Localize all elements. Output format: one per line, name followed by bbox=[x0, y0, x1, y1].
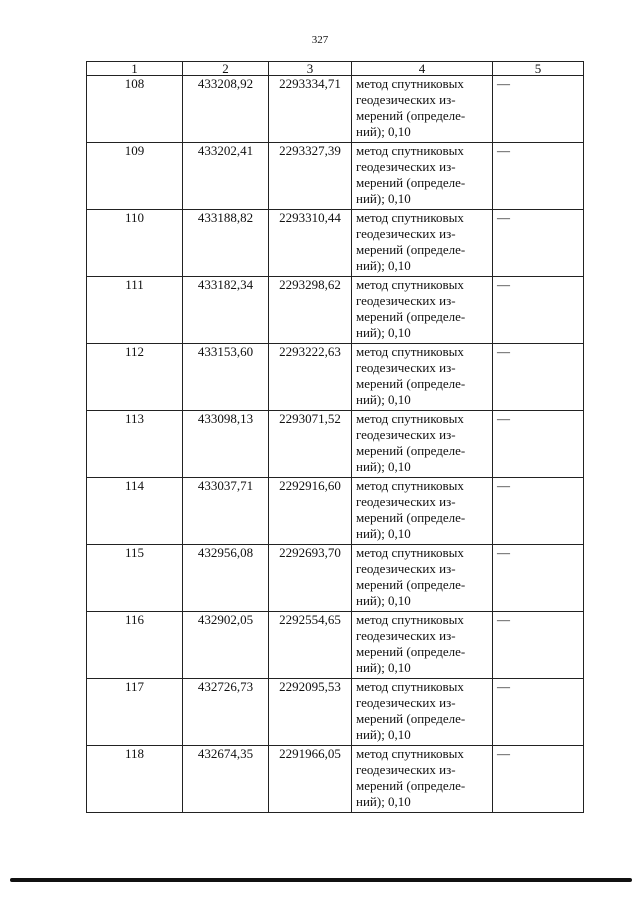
method-line: метод спутниковых bbox=[356, 545, 464, 560]
method-cell bbox=[352, 746, 493, 813]
x-coordinate-cell: 432674,35 bbox=[183, 746, 269, 813]
method-line: метод спутниковых bbox=[356, 344, 464, 359]
note-cell: — bbox=[493, 344, 584, 411]
method-line: мерений (определе- bbox=[356, 309, 466, 324]
column-header: 3 bbox=[269, 62, 352, 76]
method-cell bbox=[352, 76, 493, 143]
method-line: ний); 0,10 bbox=[356, 593, 411, 608]
method-line: ний); 0,10 bbox=[356, 124, 411, 139]
method-line: метод спутниковых bbox=[356, 411, 464, 426]
method-line: геодезических из- bbox=[356, 628, 456, 643]
y-coordinate-cell: 2292693,70 bbox=[269, 545, 352, 612]
x-coordinate-cell: 432726,73 bbox=[183, 679, 269, 746]
table-row bbox=[87, 478, 584, 545]
method-line: геодезических из- bbox=[356, 494, 456, 509]
y-coordinate-cell: 2292554,65 bbox=[269, 612, 352, 679]
method-line: ний); 0,10 bbox=[356, 392, 411, 407]
method-line: ний); 0,10 bbox=[356, 325, 411, 340]
x-coordinate-cell: 432902,05 bbox=[183, 612, 269, 679]
method-line: ний); 0,10 bbox=[356, 526, 411, 541]
method-line: геодезических из- bbox=[356, 293, 456, 308]
method-cell bbox=[352, 277, 493, 344]
x-coordinate-cell: 433188,82 bbox=[183, 210, 269, 277]
method-line: метод спутниковых bbox=[356, 143, 464, 158]
y-coordinate-cell: 2293310,44 bbox=[269, 210, 352, 277]
point-number-cell: 114 bbox=[87, 478, 183, 545]
page-number: 327 bbox=[311, 34, 329, 46]
point-number-cell: 110 bbox=[87, 210, 183, 277]
table-row bbox=[87, 143, 584, 210]
method-line: мерений (определе- bbox=[356, 644, 466, 659]
column-header: 1 bbox=[87, 62, 183, 76]
point-number-cell: 108 bbox=[87, 76, 183, 143]
y-coordinate-cell: 2293071,52 bbox=[269, 411, 352, 478]
x-coordinate-cell: 433182,34 bbox=[183, 277, 269, 344]
method-line: геодезических из- bbox=[356, 427, 456, 442]
method-line: метод спутниковых bbox=[356, 210, 464, 225]
note-cell: — bbox=[493, 411, 584, 478]
method-cell bbox=[352, 411, 493, 478]
method-line: геодезических из- bbox=[356, 762, 456, 777]
method-line: метод спутниковых bbox=[356, 679, 464, 694]
point-number-cell: 115 bbox=[87, 545, 183, 612]
method-cell bbox=[352, 679, 493, 746]
y-coordinate-cell: 2291966,05 bbox=[269, 746, 352, 813]
method-line: мерений (определе- bbox=[356, 510, 466, 525]
method-cell bbox=[352, 210, 493, 277]
method-line: метод спутниковых bbox=[356, 612, 464, 627]
table-row bbox=[87, 545, 584, 612]
column-header: 5 bbox=[493, 62, 584, 76]
method-line: метод спутниковых bbox=[356, 277, 464, 292]
table-body bbox=[87, 76, 584, 813]
method-line: геодезических из- bbox=[356, 561, 456, 576]
point-number-cell: 118 bbox=[87, 746, 183, 813]
y-coordinate-cell: 2293298,62 bbox=[269, 277, 352, 344]
point-number-cell: 109 bbox=[87, 143, 183, 210]
method-line: мерений (определе- bbox=[356, 242, 466, 257]
note-cell: — bbox=[493, 545, 584, 612]
note-cell: — bbox=[493, 143, 584, 210]
method-line: геодезических из- bbox=[356, 159, 456, 174]
note-cell: — bbox=[493, 612, 584, 679]
point-number-cell: 116 bbox=[87, 612, 183, 679]
table-row bbox=[87, 746, 584, 813]
note-cell: — bbox=[493, 746, 584, 813]
x-coordinate-cell: 432956,08 bbox=[183, 545, 269, 612]
method-line: мерений (определе- bbox=[356, 577, 466, 592]
table-row bbox=[87, 277, 584, 344]
point-number-cell: 112 bbox=[87, 344, 183, 411]
x-coordinate-cell: 433208,92 bbox=[183, 76, 269, 143]
x-coordinate-cell: 433202,41 bbox=[183, 143, 269, 210]
method-line: ний); 0,10 bbox=[356, 660, 411, 675]
table-row bbox=[87, 76, 584, 143]
method-line: метод спутниковых bbox=[356, 478, 464, 493]
y-coordinate-cell: 2293327,39 bbox=[269, 143, 352, 210]
table-row bbox=[87, 679, 584, 746]
method-line: геодезических из- bbox=[356, 92, 456, 107]
method-line: мерений (определе- bbox=[356, 175, 466, 190]
y-coordinate-cell: 2293222,63 bbox=[269, 344, 352, 411]
x-coordinate-cell: 433037,71 bbox=[183, 478, 269, 545]
method-line: ний); 0,10 bbox=[356, 258, 411, 273]
method-cell bbox=[352, 612, 493, 679]
method-line: мерений (определе- bbox=[356, 376, 466, 391]
table-row bbox=[87, 612, 584, 679]
table-row bbox=[87, 411, 584, 478]
method-line: мерений (определе- bbox=[356, 778, 466, 793]
y-coordinate-cell: 2292095,53 bbox=[269, 679, 352, 746]
method-line: ний); 0,10 bbox=[356, 459, 411, 474]
table-header-row bbox=[87, 62, 584, 76]
method-cell bbox=[352, 545, 493, 612]
method-line: мерений (определе- bbox=[356, 711, 466, 726]
x-coordinate-cell: 433153,60 bbox=[183, 344, 269, 411]
method-line: ний); 0,10 bbox=[356, 191, 411, 206]
y-coordinate-cell: 2292916,60 bbox=[269, 478, 352, 545]
point-number-cell: 113 bbox=[87, 411, 183, 478]
coordinates-table bbox=[86, 61, 584, 813]
method-cell bbox=[352, 478, 493, 545]
method-line: мерений (определе- bbox=[356, 108, 466, 123]
method-line: геодезических из- bbox=[356, 360, 456, 375]
point-number-cell: 111 bbox=[87, 277, 183, 344]
note-cell: — bbox=[493, 76, 584, 143]
method-line: геодезических из- bbox=[356, 695, 456, 710]
method-line: геодезических из- bbox=[356, 226, 456, 241]
column-header: 2 bbox=[183, 62, 269, 76]
bottom-rule bbox=[10, 878, 632, 882]
method-line: ний); 0,10 bbox=[356, 794, 411, 809]
y-coordinate-cell: 2293334,71 bbox=[269, 76, 352, 143]
method-line: ний); 0,10 bbox=[356, 727, 411, 742]
method-cell bbox=[352, 344, 493, 411]
note-cell: — bbox=[493, 210, 584, 277]
note-cell: — bbox=[493, 277, 584, 344]
method-line: мерений (определе- bbox=[356, 443, 466, 458]
column-header: 4 bbox=[352, 62, 493, 76]
table-row bbox=[87, 344, 584, 411]
note-cell: — bbox=[493, 478, 584, 545]
method-line: метод спутниковых bbox=[356, 76, 464, 91]
note-cell: — bbox=[493, 679, 584, 746]
x-coordinate-cell: 433098,13 bbox=[183, 411, 269, 478]
table-row bbox=[87, 210, 584, 277]
method-cell bbox=[352, 143, 493, 210]
point-number-cell: 117 bbox=[87, 679, 183, 746]
method-line: метод спутниковых bbox=[356, 746, 464, 761]
